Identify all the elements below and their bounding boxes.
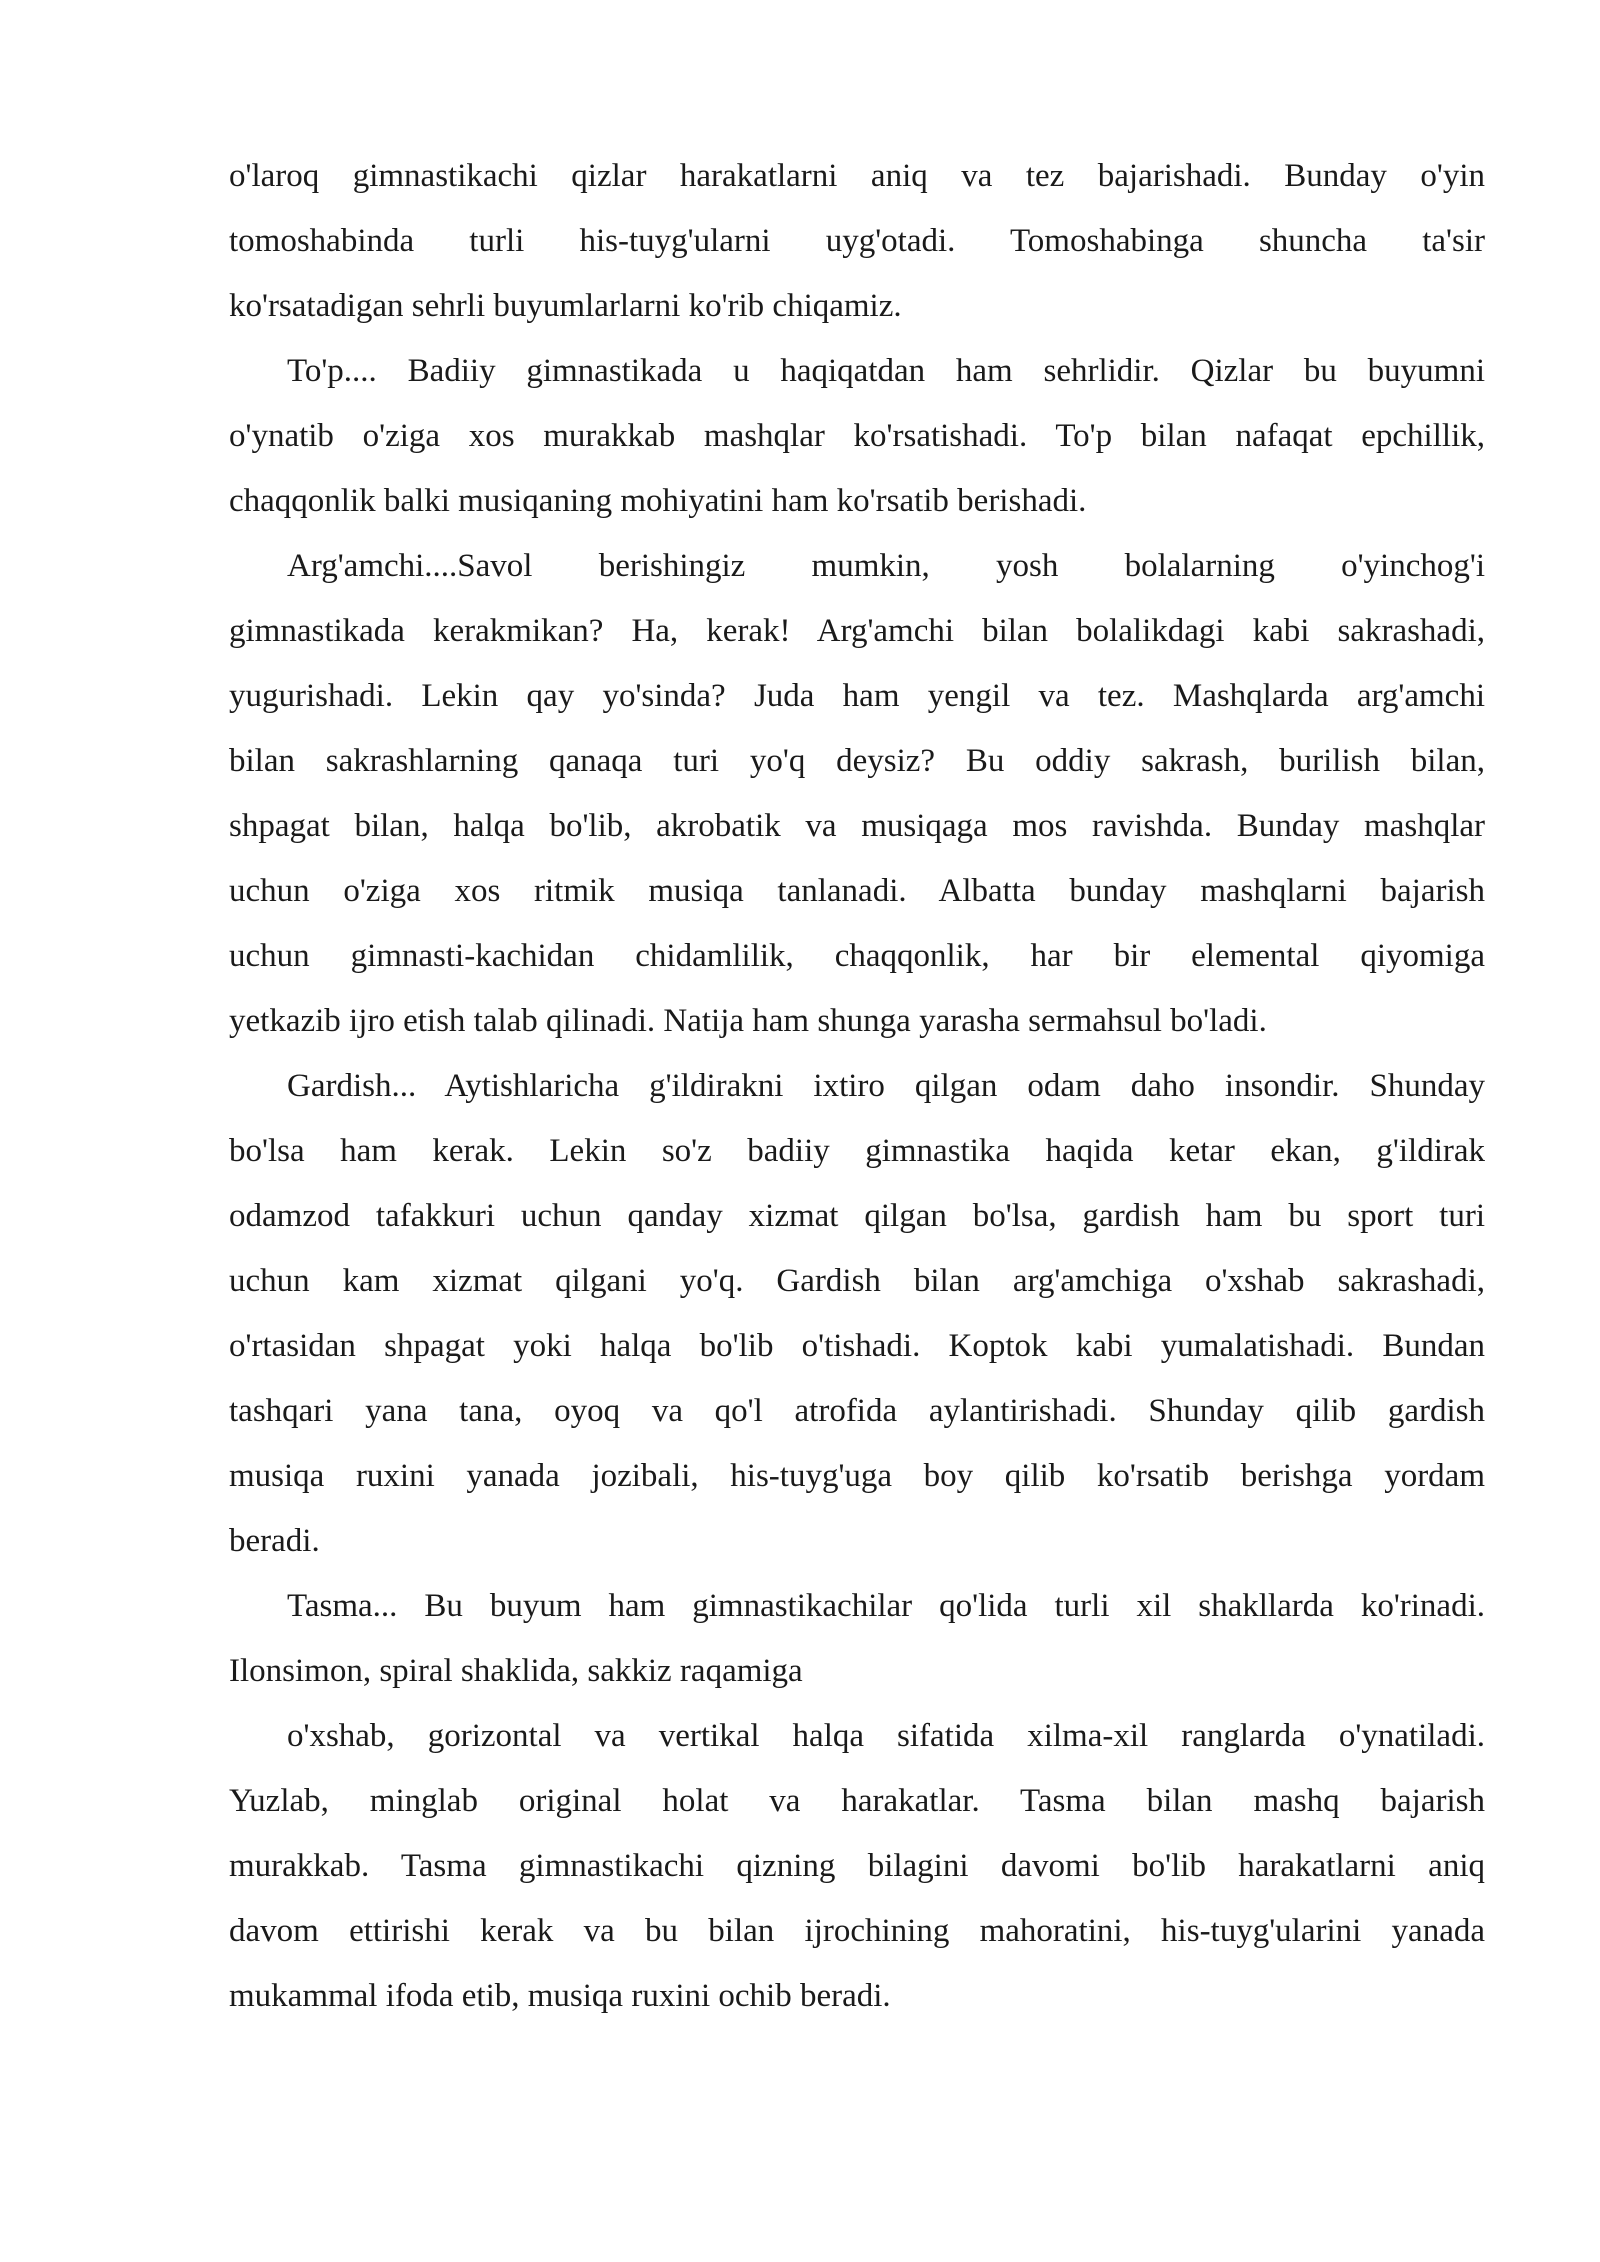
text-line: odamzod tafakkuri uchun qanday xizmat qilgan bo'lsa, gardish ham bu sport turi <box>229 1198 1485 1234</box>
text-line: tashqari yana tana, oyoq va qo'l atrofida aylantirishadi. Shunday qilib gardish <box>229 1393 1485 1429</box>
text-line: Yuzlab, minglab original holat va harakatlar. Tasma bilan mashq bajarish <box>229 1783 1485 1819</box>
text-line: musiqa ruxini yanada jozibali, his-tuyg'uga boy qilib ko'rsatib berishga yordam <box>229 1458 1485 1494</box>
text-line: ko'rsatadigan sehrli buyumlarlarni ko'rib chiqamiz. <box>229 288 902 324</box>
text-line: o'xshab, gorizontal va vertikal halqa sifatida xilma-xil ranglarda o'ynatiladi. <box>287 1718 1485 1754</box>
text-line: Tasma... Bu buyum ham gimnastikachilar qo'lida turli xil shakllarda ko'rinadi. <box>287 1588 1485 1624</box>
text-line: mukammal ifoda etib, musiqa ruxini ochib beradi. <box>229 1978 891 2014</box>
text-line: o'laroq gimnastikachi qizlar harakatlarni aniq va tez bajarishadi. Bunday o'yin <box>229 158 1485 194</box>
text-line: yugurishadi. Lekin qay yo'sinda? Juda ham yengil va tez. Mashqlarda arg'amchi <box>229 678 1485 714</box>
text-line: o'rtasidan shpagat yoki halqa bo'lib o'tishadi. Koptok kabi yumalatishadi. Bundan <box>229 1328 1485 1364</box>
text-line: uchun gimnasti-kachidan chidamlilik, chaqqonlik, har bir elemental qiyomiga <box>229 938 1485 974</box>
text-line: o'ynatib o'ziga xos murakkab mashqlar ko'rsatishadi. To'p bilan nafaqat epchillik, <box>229 418 1485 454</box>
text-line: beradi. <box>229 1523 320 1559</box>
text-line: chaqqonlik balki musiqaning mohiyatini ham ko'rsatib berishadi. <box>229 483 1087 519</box>
text-line: tomoshabinda turli his-tuyg'ularni uyg'otadi. Tomoshabinga shuncha ta'sir <box>229 223 1485 259</box>
text-line: Gardish... Aytishlaricha g'ildirakni ixtiro qilgan odam daho insondir. Shunday <box>287 1068 1485 1104</box>
text-line: davom ettirishi kerak va bu bilan ijrochining mahoratini, his-tuyg'ularini yanada <box>229 1913 1485 1949</box>
text-line: Arg'amchi....Savol berishingiz mumkin, yosh bolalarning o'yinchog'i <box>287 548 1485 584</box>
text-line: bo'lsa ham kerak. Lekin so'z badiiy gimnastika haqida ketar ekan, g'ildirak <box>229 1133 1485 1169</box>
document-page <box>229 152 1485 2037</box>
text-line: murakkab. Tasma gimnastikachi qizning bilagini davomi bo'lib harakatlarni aniq <box>229 1848 1485 1884</box>
text-line: yetkazib ijro etish talab qilinadi. Natija ham shunga yarasha sermahsul bo'ladi. <box>229 1003 1267 1039</box>
text-line: uchun o'ziga xos ritmik musiqa tanlanadi. Albatta bunday mashqlarni bajarish <box>229 873 1485 909</box>
text-line: uchun kam xizmat qilgani yo'q. Gardish bilan arg'amchiga o'xshab sakrashadi, <box>229 1263 1485 1299</box>
text-line: To'p.... Badiiy gimnastikada u haqiqatdan ham sehrlidir. Qizlar bu buyumni <box>287 353 1485 389</box>
text-line: shpagat bilan, halqa bo'lib, akrobatik va musiqaga mos ravishda. Bunday mashqlar <box>229 808 1485 844</box>
text-line: gimnastikada kerakmikan? Ha, kerak! Arg'amchi bilan bolalikdagi kabi sakrashadi, <box>229 613 1485 649</box>
text-line: bilan sakrashlarning qanaqa turi yo'q deysiz? Bu oddiy sakrash, burilish bilan, <box>229 743 1485 779</box>
text-line: Ilonsimon, spiral shaklida, sakkiz raqamiga <box>229 1653 803 1689</box>
